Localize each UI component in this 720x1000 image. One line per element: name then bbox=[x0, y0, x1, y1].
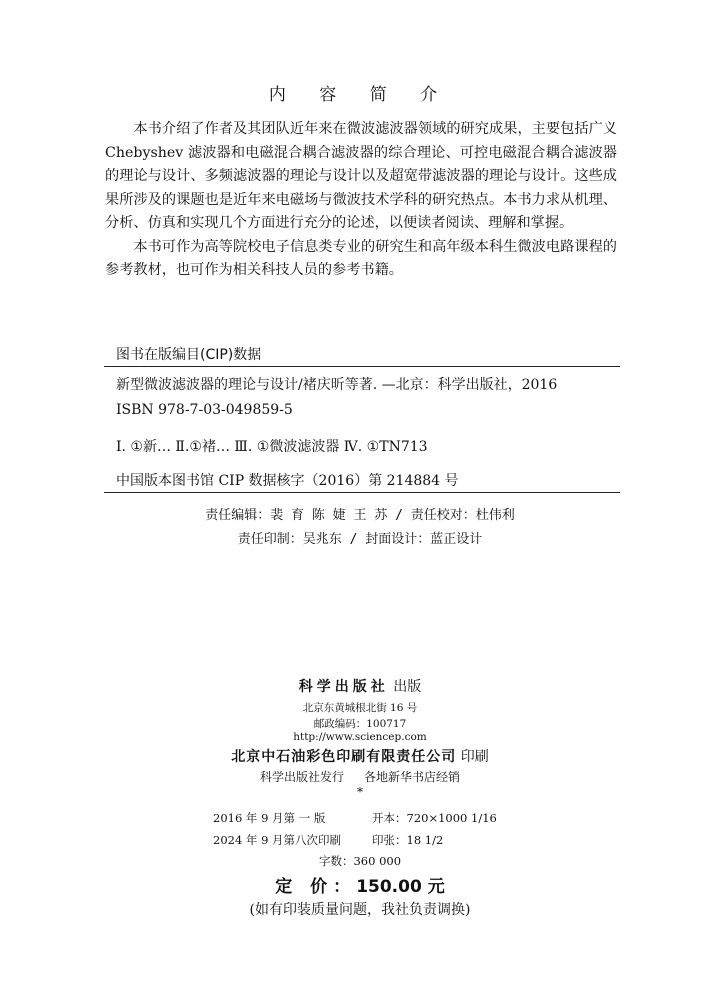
price-label: 定 价： bbox=[275, 877, 357, 897]
price-value: 150.00 元 bbox=[356, 877, 445, 897]
publisher-name: 科学出版社 bbox=[298, 679, 389, 695]
edition-info: 2016 年 9 月第 一 版 bbox=[213, 811, 326, 825]
book-introduction bbox=[105, 118, 617, 283]
printer-suffix: 印刷 bbox=[460, 749, 489, 765]
divider bbox=[104, 492, 620, 493]
publisher-line bbox=[0, 676, 720, 696]
distributor: 科学出版社发行 bbox=[259, 770, 344, 784]
postal-code: 邮政编码：100717 bbox=[313, 718, 407, 730]
format-info: 开本：720×1000 1/16 bbox=[372, 811, 497, 825]
cip-catalog-number: 中国版本图书馆 CIP 数据核字（2016）第 214884 号 bbox=[116, 473, 459, 489]
printer-line bbox=[0, 746, 720, 766]
page-title: 内 容 简 介 bbox=[268, 85, 452, 105]
price-line bbox=[0, 872, 720, 897]
cip-title-line: 新型微波滤波器的理论与设计/褚庆昕等著. —北京：科学出版社，2016 bbox=[116, 377, 558, 393]
separator-star: * bbox=[357, 785, 363, 799]
publisher-suffix: 出版 bbox=[393, 679, 422, 695]
publisher-url: http://www.sciencep.com bbox=[293, 731, 427, 743]
cip-header: 图书在版编目(CIP)数据 bbox=[116, 347, 262, 363]
printer-name: 北京中石油彩色印刷有限责任公司 bbox=[231, 749, 457, 765]
quality-note: (如有印装质量问题，我社负责调换) bbox=[249, 902, 471, 918]
editor-credits: 责任编辑：裴 育 陈 婕 王 苏 / 责任校对：杜伟利 bbox=[205, 508, 515, 523]
intro-paragraph: 本书介绍了作者及其团队近年来在微波滤波器领域的研究成果，主要包括广义 Chebyshev 滤波器和电磁混合耦合滤波器的综合理论、可控电磁混合耦合滤波器的理论与设计、多频滤波器的理论与设计以及超宽带滤波器的理论与设计。这些成果所涉及的课题也是近年来电磁场与微波技术学科的研究热点。本书力求从机理、分析、仿真和实现几个方面进行充分的论述，以便读者阅读、理解和掌握。 bbox=[105, 121, 617, 231]
sellers: 各地新华书店经销 bbox=[364, 770, 461, 784]
sheets-info: 印张：18 1/2 bbox=[372, 833, 444, 847]
printing-info: 2024 年 9 月第八次印刷 bbox=[213, 833, 342, 847]
publisher-address: 北京东黄城根北街 16 号 bbox=[302, 702, 418, 714]
distribution-line bbox=[0, 768, 720, 785]
cip-isbn: ISBN 978-7-03-049859-5 bbox=[116, 402, 293, 418]
production-credits: 责任印制：吴兆东 / 封面设计：蓝正设计 bbox=[237, 532, 483, 547]
word-count: 字数：360 000 bbox=[318, 854, 402, 868]
cip-subject-index: Ⅰ. ①新… Ⅱ.①褚… Ⅲ. ①微波滤波器 Ⅳ. ①TN713 bbox=[116, 439, 428, 455]
intro-paragraph: 本书可作为高等院校电子信息类专业的研究生和高年级本科生微波电路课程的参考教材，也可作为相关科技人员的参考书籍。 bbox=[105, 238, 617, 278]
divider bbox=[104, 366, 620, 367]
